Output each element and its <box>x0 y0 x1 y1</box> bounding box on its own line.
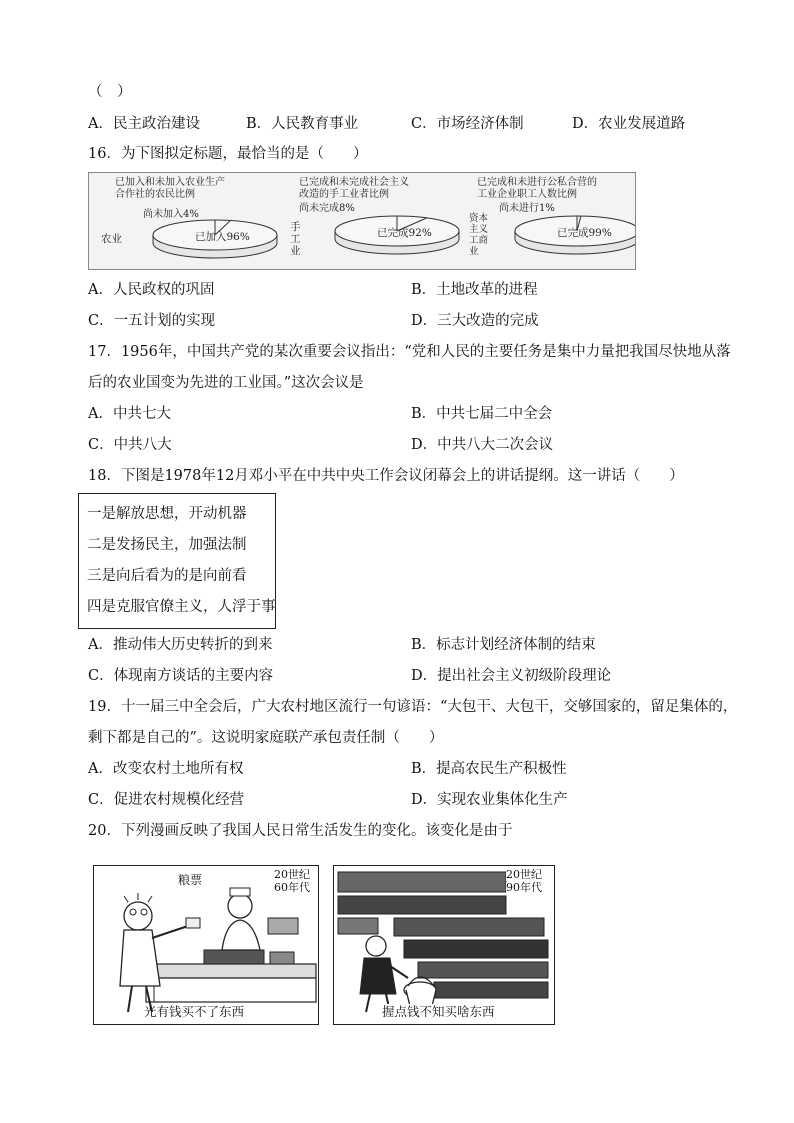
q17-stem-line1: 17．1956年，中国共产党的某次重要会议指出：“党和人民的主要任务是集中力量把我国尽快地从落 <box>88 344 731 360</box>
panel1-title-line2: 合作社的农民比例 <box>115 189 195 200</box>
panel1-small-label: 尚未加入4% <box>143 209 199 220</box>
q17-stem-line2: 后的农业国变为先进的工业国。”这次会议是 <box>88 375 364 391</box>
q19-option-c[interactable]: C．促进农村规模化经营 <box>88 792 245 808</box>
cartoon-1990s-caption: 握点钱不知买啥东西 <box>382 1004 495 1019</box>
outline-line-2: 二是发扬民主，加强法制 <box>87 537 247 553</box>
q15-option-d[interactable]: D．农业发展道路 <box>572 116 686 132</box>
q16-option-c[interactable]: C．一五计划的实现 <box>88 313 216 329</box>
pie-large-label-1: 已加入96% <box>195 231 250 243</box>
pie-svg <box>89 173 635 269</box>
q18-option-b[interactable]: B．标志计划经济体制的结束 <box>411 637 596 653</box>
q17-option-b[interactable]: B．中共七届二中全会 <box>411 406 553 422</box>
pie-large-label-2: 已完成92% <box>377 227 432 239</box>
q19-option-d[interactable]: D．实现农业集体化生产 <box>411 792 568 808</box>
panel1-side-label: 农业 <box>101 233 122 245</box>
q19-stem-line2: 剩下都是自己的”。这说明家庭联产承包责任制（ ） <box>88 730 444 746</box>
q16-option-d[interactable]: D．三大改造的完成 <box>411 313 539 329</box>
panel1-title-line1: 已加入和未加入农业生产 <box>115 177 225 188</box>
q19-stem-line1: 19．十一届三中全会后，广大农村地区流行一句谚语：“大包干、大包干，交够国家的，留足集体的， <box>88 699 738 715</box>
q18-option-c[interactable]: C．体现南方谈话的主要内容 <box>88 668 274 684</box>
panel3-side-label: 资本主义工商业 <box>469 213 489 257</box>
q18-option-d[interactable]: D．提出社会主义初级阶段理论 <box>411 668 612 684</box>
q19-option-b[interactable]: B．提高农民生产积极性 <box>411 761 567 777</box>
panel3-small-label: 尚未进行1% <box>499 203 555 214</box>
q16-stem: 16．为下图拟定标题，最恰当的是（ ） <box>88 146 368 162</box>
panel2-title-line2: 改造的手工业者比例 <box>299 189 389 200</box>
q16-option-a[interactable]: A．人民政权的巩固 <box>88 282 215 298</box>
q15-blank: （ ） <box>88 84 132 100</box>
panel2-side-label: 手工业 <box>290 221 301 257</box>
q17-option-c[interactable]: C．中共八大 <box>88 437 172 453</box>
panel2-title-line1: 已完成和未完成社会主义 <box>299 177 409 188</box>
q20-stem: 20．下列漫画反映了我国人民日常生活发生的变化。该变化是由于 <box>88 823 513 839</box>
cartoon-1960s <box>93 865 319 1025</box>
panel3-title-line2: 工业企业职工人数比例 <box>477 189 577 200</box>
q18-stem: 18．下图是1978年12月邓小平在中共中央工作会议闭幕会上的讲话提纲。这一讲话（ ） <box>88 468 684 484</box>
q15-option-a[interactable]: A．民主政治建设 <box>88 116 200 132</box>
q16-option-b[interactable]: B．土地改革的进程 <box>411 282 538 298</box>
outline-line-3: 三是向后看为的是向前看 <box>87 568 247 584</box>
era-1960s-line1: 20世纪 <box>274 868 310 881</box>
q16-pie-figure <box>88 172 636 270</box>
cartoon-1990s <box>333 865 555 1025</box>
era-1990s-line2: 90年代 <box>506 881 542 894</box>
q15-option-c[interactable]: C．市场经济体制 <box>411 116 524 132</box>
panel2-small-label: 尚未完成8% <box>299 203 355 214</box>
speech-outline-box <box>78 493 276 629</box>
era-1960s-line2: 60年代 <box>274 881 310 894</box>
ration-ticket-label: 粮票 <box>178 873 203 887</box>
pie-large-label-3: 已完成99% <box>557 227 612 239</box>
outline-line-1: 一是解放思想，开动机器 <box>87 506 247 522</box>
q19-option-a[interactable]: A．改变农村土地所有权 <box>88 761 244 777</box>
panel3-title-line1: 已完成和未进行公私合营的 <box>477 177 597 188</box>
q17-option-d[interactable]: D．中共八大二次会议 <box>411 437 554 453</box>
era-1990s-line1: 20世纪 <box>506 868 542 881</box>
outline-line-4: 四是克服官僚主义，人浮于事 <box>87 599 276 615</box>
q15-option-b[interactable]: B．人民教育事业 <box>246 116 359 132</box>
q18-option-a[interactable]: A．推动伟大历史转折的到来 <box>88 637 273 653</box>
q17-option-a[interactable]: A．中共七大 <box>88 406 171 422</box>
cartoon-1960s-caption: 光有钱买不了东西 <box>144 1004 245 1019</box>
